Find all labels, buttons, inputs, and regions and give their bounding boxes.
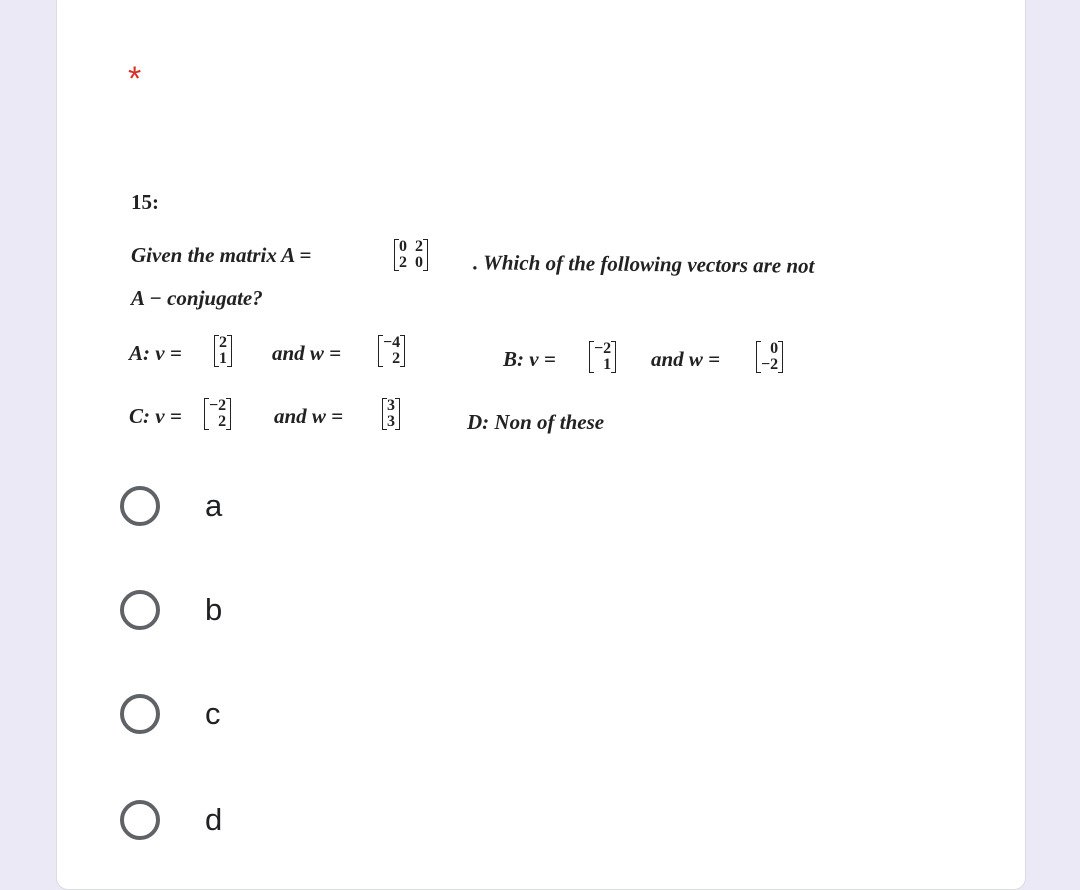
choice-d[interactable]: [120, 790, 520, 850]
option-a-v-2: 1: [219, 350, 227, 367]
matrix-a-row-1: 0 2: [399, 238, 423, 255]
option-c-w-2: 3: [387, 413, 395, 430]
option-c-w-1: 3: [387, 397, 395, 414]
option-c-label: C: v =: [129, 404, 182, 428]
radio-c[interactable]: [120, 694, 160, 734]
option-b-w-vector: [756, 341, 783, 373]
required-asterisk: *: [128, 60, 142, 98]
radio-d[interactable]: [120, 800, 160, 840]
question-intro: Given the matrix A =: [131, 243, 312, 267]
choice-b[interactable]: [120, 580, 520, 640]
option-a-w-vector: [378, 335, 405, 367]
option-c-v-1: −2: [209, 397, 227, 414]
option-b-label: B: v =: [503, 347, 556, 371]
option-a-label: A: v =: [129, 341, 182, 365]
option-d-label: D: Non of these: [467, 410, 605, 434]
question-prompt-line2: A − conjugate?: [131, 286, 263, 310]
choice-d-label: d: [205, 802, 223, 837]
option-b-v-2: 1: [603, 356, 612, 373]
question-number: 15:: [131, 190, 159, 214]
option-c-and: and w =: [274, 404, 344, 428]
radio-a[interactable]: [120, 486, 160, 526]
option-c-w-vector: [382, 398, 400, 430]
choice-c[interactable]: [120, 684, 520, 744]
option-b-w-2: −2: [761, 356, 779, 373]
radio-b[interactable]: [120, 590, 160, 630]
option-a-w-2: 2: [392, 350, 401, 367]
matrix-a: [394, 239, 428, 271]
option-a-w-1: −4: [383, 334, 401, 351]
option-b-w-1: 0: [770, 340, 779, 357]
option-b-and: and w =: [651, 347, 721, 371]
option-a-v-vector: [214, 335, 232, 367]
choice-c-label: c: [205, 696, 221, 731]
option-a-v-1: 2: [219, 334, 227, 351]
option-b-v-1: −2: [594, 340, 612, 357]
choice-a-label: a: [205, 488, 223, 523]
question-prompt-tail: . Which of the following vectors are not: [472, 250, 815, 278]
option-c-v-vector: [204, 398, 231, 430]
option-b-v-vector: [589, 341, 616, 373]
choice-b-label: b: [205, 592, 223, 627]
choice-a[interactable]: [120, 476, 520, 536]
matrix-a-row-2: 2 0: [399, 254, 423, 271]
option-a-and: and w =: [272, 341, 342, 365]
option-c-v-2: 2: [218, 413, 227, 430]
